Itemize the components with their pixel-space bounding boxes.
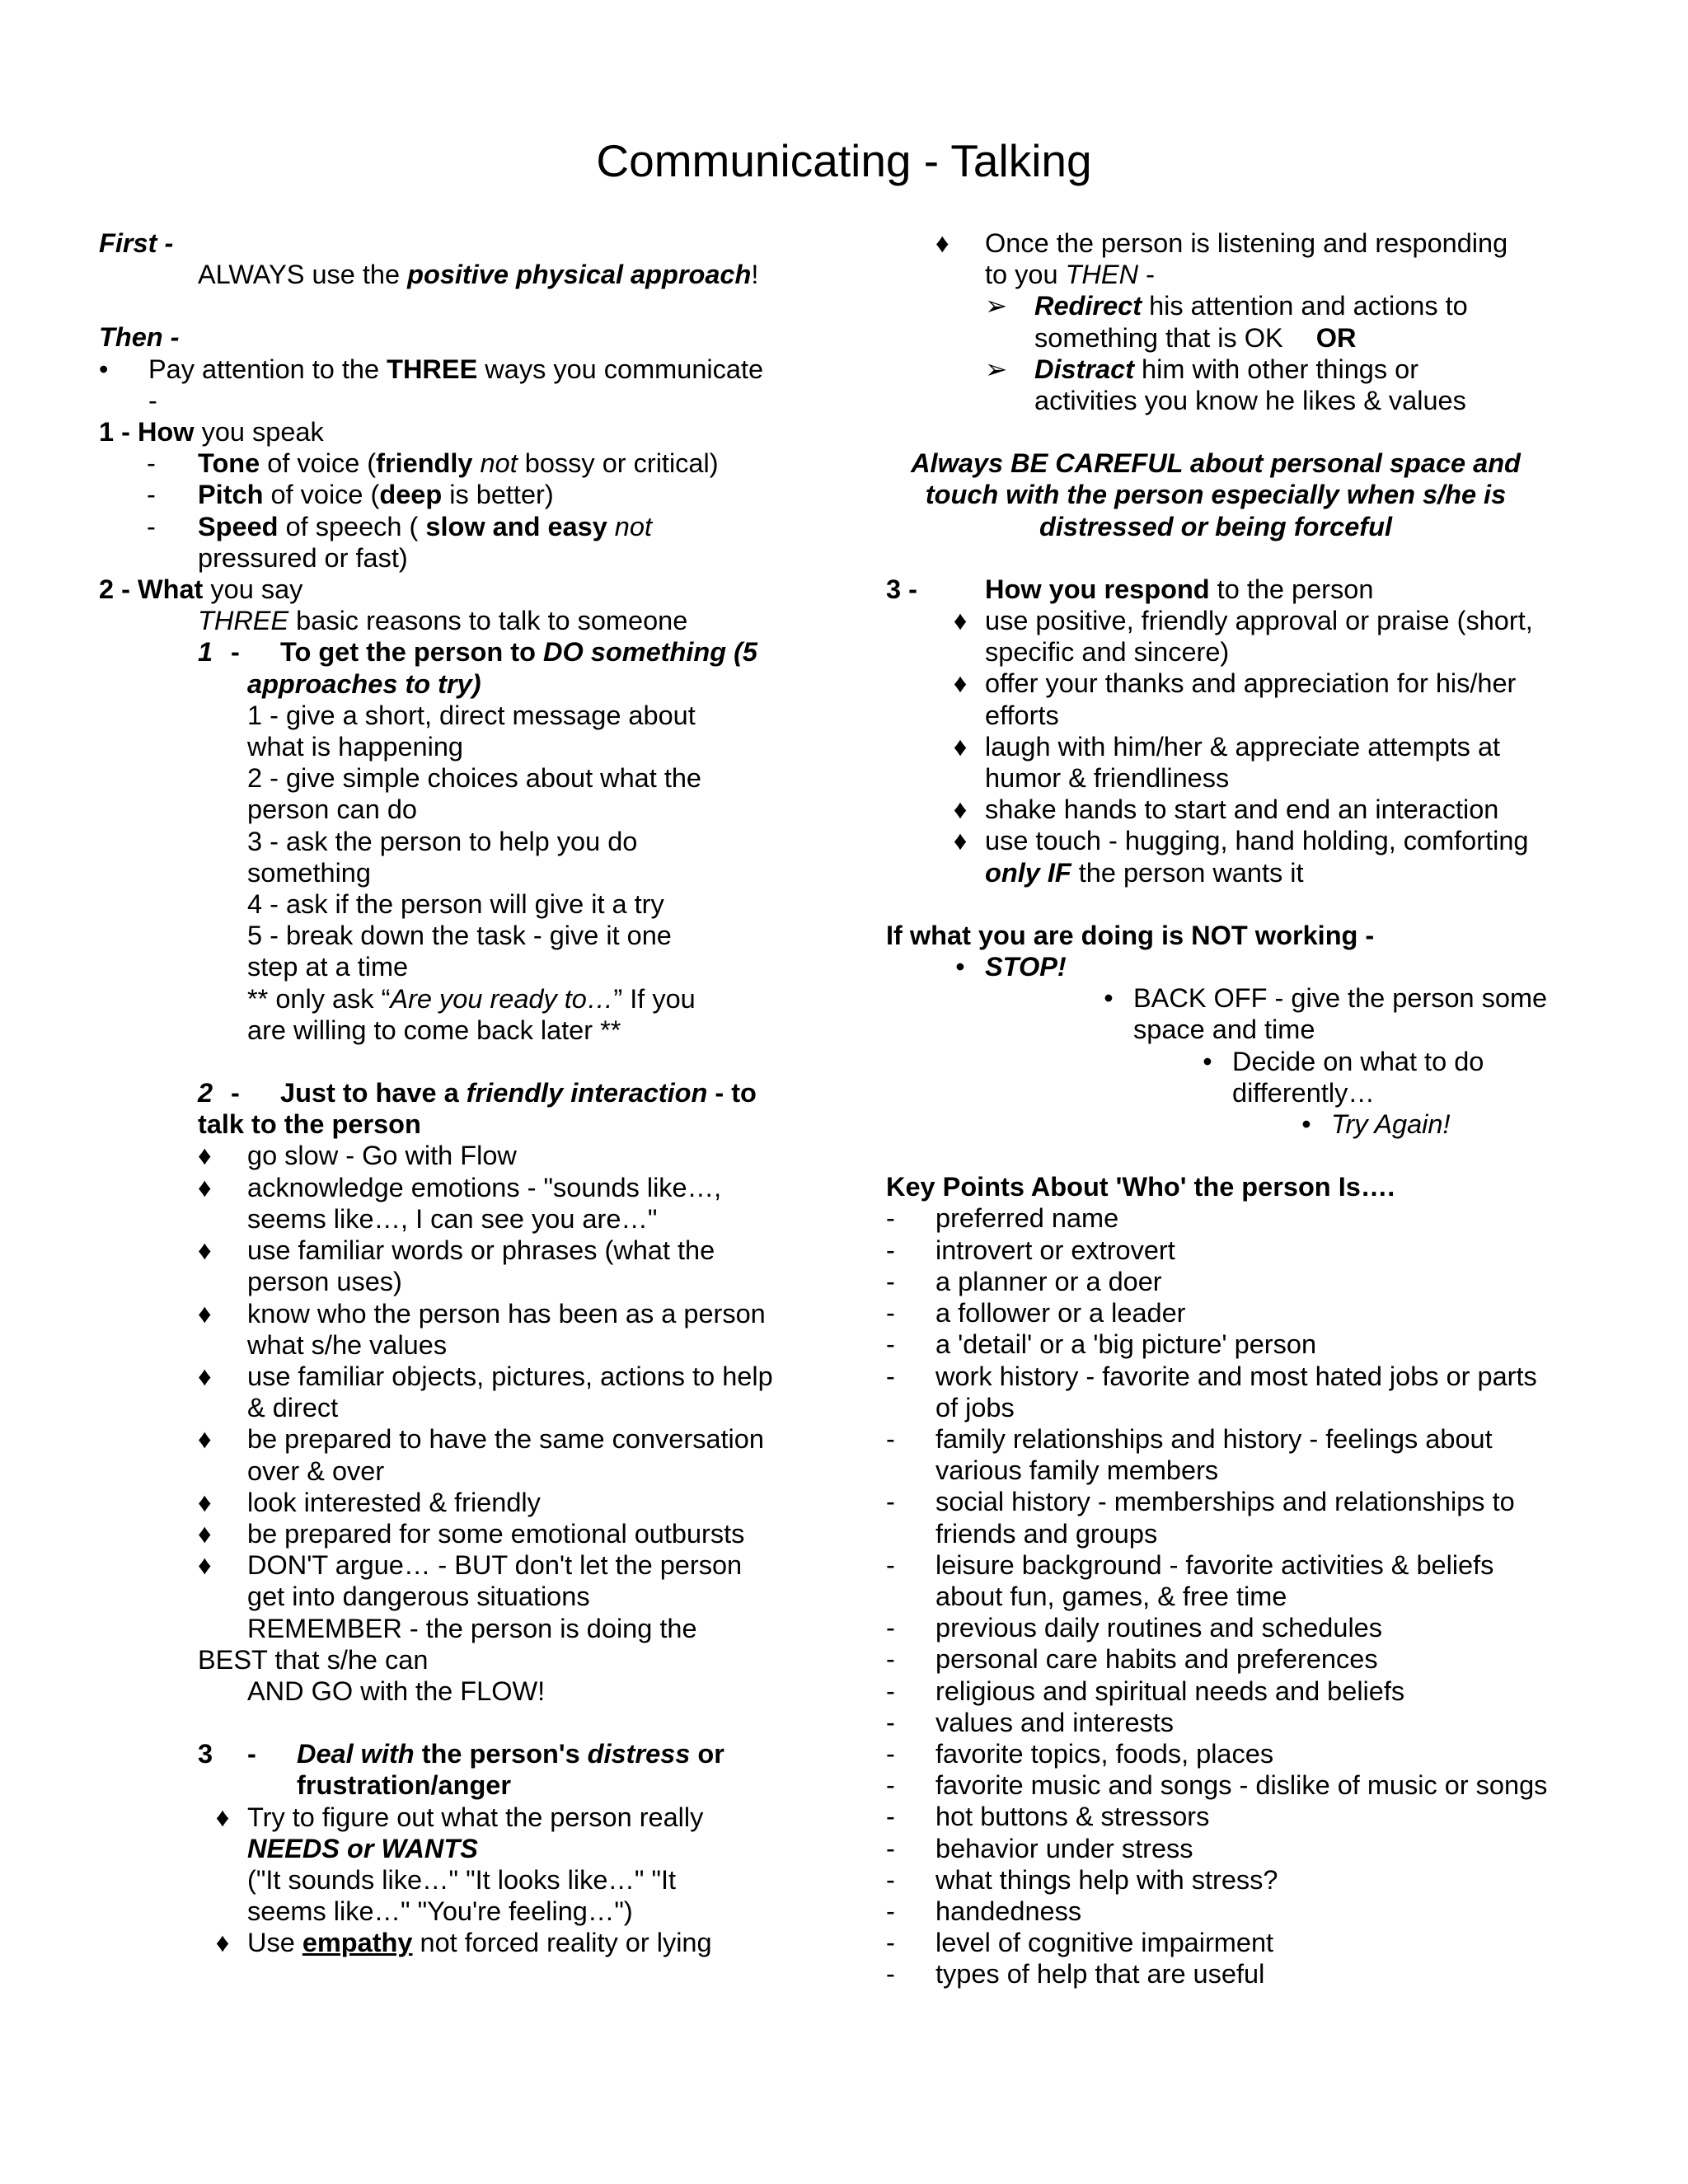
list-item: ♦ use familiar words or phrases (what the person uses) [198,1235,715,1297]
list-item: - Pitch of voice (deep is better) [147,480,554,510]
list-item: ♦ Use empathy not forced reality or lying [99,1927,824,1958]
key-points-list [886,1202,1595,1990]
dash-marker: - [886,1928,895,1958]
diamond-icon: ♦ [198,1550,212,1581]
list-item: - hot buttons & stressors [886,1802,1210,1832]
list-item: • STOP! [886,951,1595,982]
dash-marker: - [886,1423,895,1454]
list-item: • Try Again! [886,1108,1595,1140]
remember-line: AND GO with the FLOW! [247,1675,546,1706]
list-item: - leisure background - favorite activities & beliefs about fun, games, & free time [886,1549,1494,1611]
diamond-icon: ♦ [215,1802,230,1832]
dash-marker: - [886,1864,895,1895]
key-points-heading: Key Points About 'Who' the person Is…. [886,1172,1395,1202]
list-item: - introvert or extrovert [886,1235,1175,1265]
list-item: - social history - memberships and relationships to friends and groups [886,1487,1515,1549]
list-item: - what things help with stress? [886,1864,1278,1895]
list-item: ♦ know who the person has been as a person what s/he values [198,1298,766,1360]
left-column [99,227,824,1959]
dash-marker: - [886,1644,895,1675]
list-item: ➢ Redirect his attention and actions to something that is OK OR [985,291,1468,353]
diamond-icon: ♦ [953,794,968,825]
dash-marker: - [886,1487,895,1517]
section-how: 1 - How you speak [99,417,324,448]
list-item: ♦ go slow - Go with Flow [198,1141,517,1171]
respond-list [886,605,1595,825]
arrow-icon: ➢ [985,291,1008,321]
diamond-icon: ♦ [953,606,968,636]
list-item: - personal care habits and preferences [886,1644,1378,1675]
list-item: • BACK OFF - give the person some space and time [886,982,1595,1045]
diamond-icon: ♦ [953,731,968,762]
list-item: ♦ shake hands to start and end an interaction [985,794,1595,825]
dash-marker: - [886,1707,895,1737]
dash-marker: - [886,1738,895,1769]
friendly-interaction-list [99,1140,824,1612]
list-item: ♦ look interested & friendly [198,1487,541,1517]
diamond-icon: ♦ [198,1518,212,1549]
reason-3-heading: 3 - Deal with the person's distress or frustration/anger [198,1739,724,1801]
diamond-icon: ♦ [953,826,968,856]
list-item: - handedness [886,1896,1082,1926]
list-item: ♦ DON'T argue… - BUT don't let the person get into dangerous situations [198,1550,743,1612]
dash-marker: - [886,1896,895,1926]
diamond-icon: ♦ [198,1487,212,1517]
careful-note: Always BE CAREFUL about personal space and touch with the person especially when s/he is distressed or being forceful [911,448,1521,541]
bullet-icon: • [99,354,109,384]
bullet-icon: • [1104,983,1114,1014]
diamond-icon: ♦ [215,1928,230,1958]
section-what: 2 - What you say [99,574,303,605]
list-item: - level of cognitive impairment [886,1928,1274,1958]
list-item: - values and interests [886,1707,1175,1737]
list-item: - favorite music and songs - dislike of music or songs [886,1770,1548,1801]
list-item: ♦ use touch - hugging, hand holding, comforting only IF the person wants it [886,825,1595,888]
list-item: - a follower or a leader [886,1298,1186,1329]
bullet-icon: • [1301,1109,1311,1140]
list-item: ♦ laugh with him/her & appreciate attempts at humor & friendliness [985,731,1595,794]
list-item: ♦ Try to figure out what the person really NEEDS or WANTS ("It sounds like…" "It looks like…" "It seems like…" "You're feeling…") [99,1802,824,1928]
first-label: First - [99,228,174,258]
dash-marker: - [886,1613,895,1643]
list-item: ♦ acknowledge emotions - "sounds like…, seems like…, I can see you are…" [198,1172,722,1234]
remember-line: REMEMBER - the person is doing the [247,1613,697,1643]
list-item: - religious and spiritual needs and beliefs [886,1675,1405,1706]
dash-marker: - [886,1266,895,1296]
dash-marker: - [886,1329,895,1360]
remember-line: BEST that s/he can [198,1644,429,1675]
list-item: - a 'detail' or a 'big picture' person [886,1329,1317,1360]
dash-marker: - [886,1203,895,1234]
list-item: ➢ Distract him with other things or activities you know he likes & values [985,354,1466,416]
diamond-icon: ♦ [953,668,968,699]
dash-marker: - [886,1770,895,1801]
list-item: - work history - favorite and most hated jobs or parts of jobs [886,1361,1537,1422]
dash-marker: - [886,1802,895,1832]
list-item: • Pay attention to the THREE ways you communicate - [99,354,764,415]
dash-marker: - [886,1235,895,1265]
dash-marker: - [886,1833,895,1863]
list-item: ♦ use positive, friendly approval or praise (short, specific and sincere) [985,605,1595,668]
diamond-icon: ♦ [198,1424,212,1455]
list-item: - types of help that are useful [886,1959,1265,1990]
arrow-icon: ➢ [985,354,1008,384]
list-item: - a planner or a doer [886,1266,1162,1296]
then-label: Then - [99,322,180,353]
diamond-icon: ♦ [198,1298,212,1329]
dash-marker: - [886,1361,895,1391]
diamond-icon: ♦ [198,1172,212,1202]
list-item: - Tone of voice (friendly not bossy or critical) [147,448,719,479]
list-item: - family relationships and history - feelings about various family members [886,1423,1493,1486]
reason-2-heading: 2 - Just to have a friendly interaction - to talk to the person [198,1078,757,1140]
list-item: - behavior under stress [886,1833,1193,1863]
not-working-heading: If what you are doing is NOT working - [886,920,1375,950]
list-item: - preferred name [886,1203,1119,1234]
list-item: - previous daily routines and schedules [886,1613,1382,1643]
list-item: ♦ use familiar objects, pictures, actions to help & direct [198,1361,773,1423]
list-item: - favorite topics, foods, places [886,1738,1274,1769]
list-item: ♦ offer your thanks and appreciation for his/her efforts [985,668,1595,730]
diamond-icon: ♦ [198,1141,212,1171]
bullet-icon: • [1203,1046,1212,1076]
diamond-icon: ♦ [198,1235,212,1266]
bullet-icon: • [955,952,965,982]
list-item: • Decide on what to do differently… [886,1046,1595,1108]
approach-list: 1 - give a short, direct message about what is happening 2 - give simple choices about what the person can do 3 - ask the person to help you do something 4 - ask if the person will give it a try 5 - break down the task - give it one step at a time ** only ask “Are you ready to…” If you are willing to come back later ** [247,700,701,1045]
right-column [886,227,1595,1990]
three-reasons: THREE basic reasons to talk to someone [198,606,688,636]
dash-marker: - [886,1298,895,1329]
page-title: Communicating - Talking [596,135,1092,186]
list-item: ♦ be prepared to have the same conversation over & over [198,1424,764,1486]
dash-marker: - [886,1675,895,1706]
list-item: - Speed of speech ( slow and easy not pressured or fast) [147,511,652,573]
section-respond: 3 - How you respond to the person [886,574,1374,604]
diamond-icon: ♦ [198,1361,212,1391]
first-instruction: ALWAYS use the positive physical approach! [198,260,759,290]
reason-1-heading: 1 - To get the person to DO something (5 approaches to try) [198,637,758,699]
dash-marker: - [886,1959,895,1990]
diamond-icon: ♦ [935,228,950,258]
list-item: ♦ Once the person is listening and responding to you THEN - [935,228,1508,290]
list-item: ♦ be prepared for some emotional outbursts [198,1518,745,1549]
dash-marker: - [886,1549,895,1580]
